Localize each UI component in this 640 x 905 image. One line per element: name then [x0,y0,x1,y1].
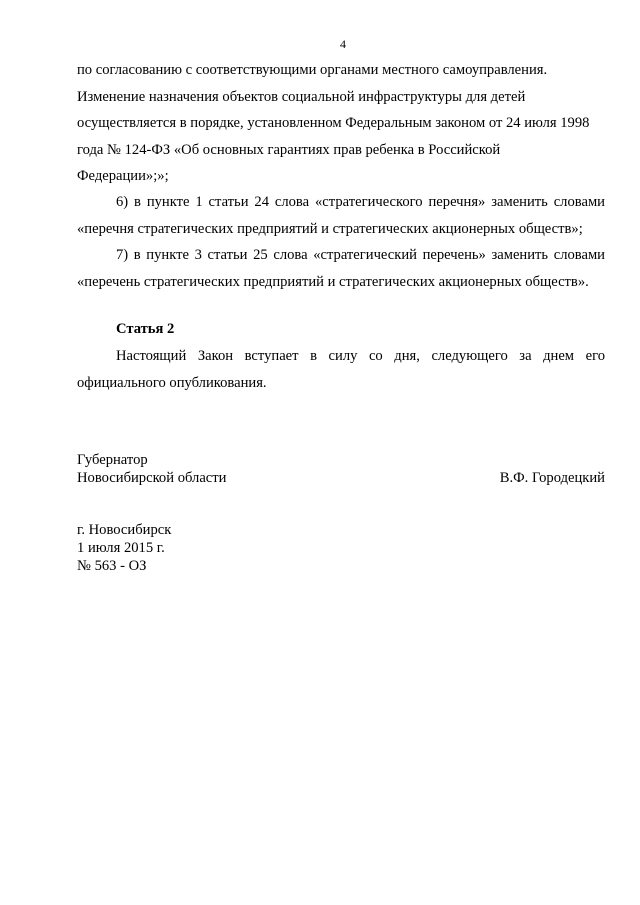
signatory-position-line-1: Губернатор [77,452,148,468]
signatory-name: В.Ф. Городецкий [499,470,605,486]
intro-paragraph [77,57,605,190]
article-2-title: Статья 2 [116,321,175,337]
signatory-position-line-2: Новосибирской области [77,470,227,486]
intro-line-2: Изменение назначения объектов социальной инфраструктуры для детей [77,88,526,105]
intro-line-5: Федерации»;»; [77,168,169,184]
intro-line-3: осуществляется в порядке, установленном Федеральным законом от 24 июля 1998 [77,115,590,131]
signature-block [77,451,605,487]
document-date: 1 июля 2015 г. [77,540,165,556]
document-details [77,521,605,575]
document-number: № 563 - ОЗ [77,558,147,574]
article-2-body [77,343,605,396]
signature-row [77,469,605,487]
amendment-items [77,189,605,295]
page-number: 4 [340,37,346,51]
article-2-text: Настоящий Закон вступает в силу со дня, следующего за днем его официального опубликования. [77,348,605,391]
intro-line-1: по согласованию с соответствующими органами местного самоуправления. [77,62,548,78]
amendment-item-7: 7) в пункте 3 статьи 25 слова «стратегический перечень» заменить словами «перечень стратегических предприятий и стратегических акционерных обществ». [77,247,605,290]
document-city: г. Новосибирск [77,522,172,538]
amendment-item-6: 6) в пункте 1 статьи 24 слова «стратегического перечня» заменить словами «перечня стратегических предприятий и стратегических акционерных обществ»; [77,194,605,237]
intro-line-4: года № 124-ФЗ «Об основных гарантиях прав ребенка в Российской [77,141,501,158]
